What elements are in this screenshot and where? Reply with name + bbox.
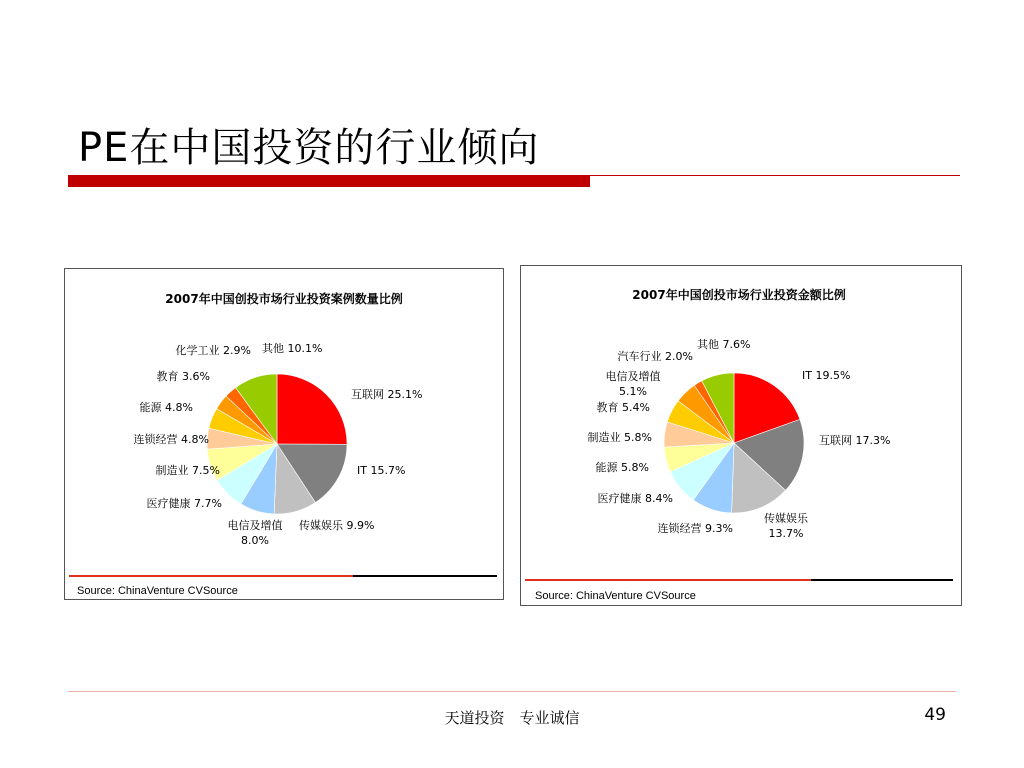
footer-divider — [68, 691, 956, 692]
pie-slice-label: 化学工业 2.9% — [175, 344, 251, 357]
footer-slogan: 天道投资 专业诚信 — [444, 709, 580, 727]
pie-slice-label: 能源 5.8% — [595, 461, 649, 474]
pie-slice — [277, 374, 347, 444]
pie-slice-label: 其他 7.6% — [697, 338, 751, 351]
pie-slice-label: 传媒娱乐 9.9% — [299, 519, 375, 532]
pie-slice-label: 其他 10.1% — [262, 342, 323, 355]
pie-slice-label: 制造业 7.5% — [155, 464, 220, 477]
pie-slices — [207, 374, 347, 514]
chart-title: 2007年中国创投市场行业投资金额比例 — [632, 288, 846, 302]
pie-slice-label: 连锁经营 9.3% — [657, 522, 733, 535]
pie-slice-label: 连锁经营 4.8% — [133, 433, 209, 446]
chart-source: Source: ChinaVenture CVSource — [77, 585, 238, 597]
title-underline-thick — [68, 175, 590, 187]
pie-slice-label: 能源 4.8% — [139, 401, 193, 414]
chart-panel-case-count — [64, 268, 504, 600]
pie-chart-investment-amount — [521, 266, 961, 605]
title-underline-thin — [590, 175, 960, 176]
pie-chart-case-count — [65, 269, 503, 599]
page-number: 49 — [924, 705, 946, 725]
pie-slice-label: 医疗健康 8.4% — [597, 492, 673, 505]
pie-slice-label: IT 19.5% — [802, 369, 851, 382]
pie-slice-label: 医疗健康 7.7% — [146, 497, 222, 510]
pie-slice-label: 电信及增值 8.0% — [227, 519, 283, 547]
pie-slices — [664, 373, 804, 513]
chart-panel-investment-amount — [520, 265, 962, 606]
slide-title: PE在中国投资的行业倾向 — [78, 125, 540, 171]
chart-source: Source: ChinaVenture CVSource — [535, 590, 696, 602]
pie-slice-label: 传媒娱乐 13.7% — [764, 512, 808, 540]
pie-slice-label: 电信及增值 5.1% — [605, 370, 661, 398]
chart-title: 2007年中国创投市场行业投资案例数量比例 — [165, 292, 403, 306]
pie-slice-label: 教育 5.4% — [596, 401, 650, 414]
pie-slice-label: 互联网 17.3% — [819, 434, 891, 447]
pie-slice-label: 互联网 25.1% — [351, 388, 423, 401]
pie-slice-label: 汽车行业 2.0% — [617, 350, 693, 363]
pie-slice-label: IT 15.7% — [357, 464, 406, 477]
pie-slice-label: 教育 3.6% — [156, 370, 210, 383]
pie-slice-label: 制造业 5.8% — [587, 431, 652, 444]
